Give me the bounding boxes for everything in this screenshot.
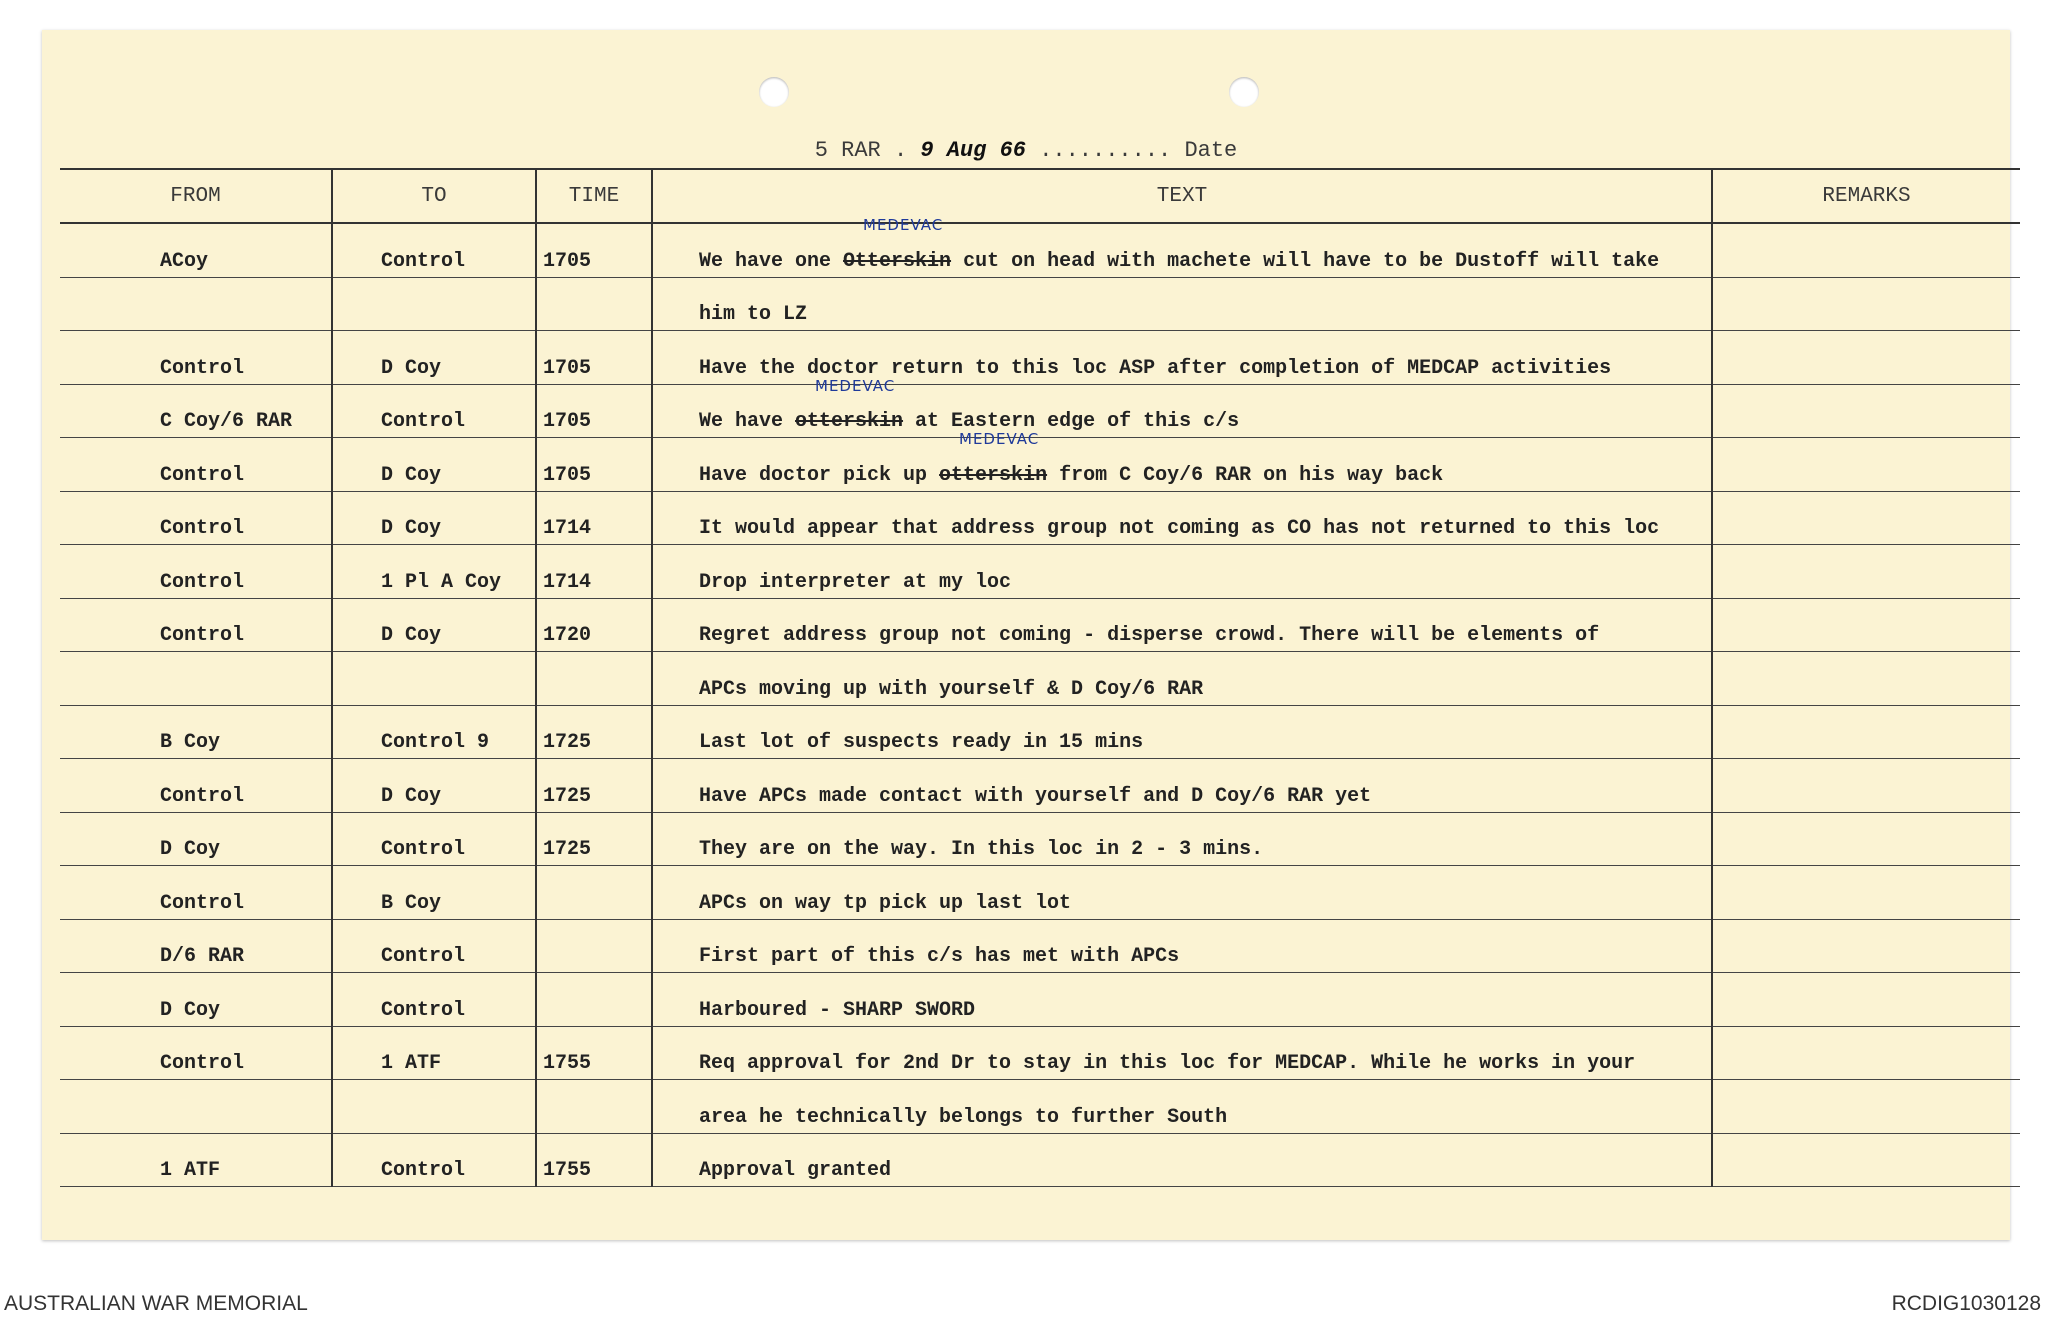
handwritten-annotation: MEDEVAC [815,376,896,395]
text-segment: APCs moving up with yourself & D Coy/6 RAR [699,677,1204,701]
table-row [60,598,2020,652]
date-label: Date [1184,138,1238,163]
cell-remarks [1712,384,2020,438]
cell-text [652,376,1712,438]
table-header-row [60,169,2020,223]
cell-time: 1720 [536,598,652,652]
cell-remarks [1712,652,2020,706]
text-segment: Drop interpreter at my loc [699,570,1012,594]
column-header-to: TO [332,169,536,223]
date-dots: .......... [1039,138,1172,163]
cell-to: D Coy [332,759,536,813]
text-segment: It would appear that address group not coming as CO has not returned to this loc [699,517,1660,540]
cell-to: Control [332,812,536,866]
footer-left: AUSTRALIAN WAR MEMORIAL [4,1292,308,1315]
cell-text [652,1026,1712,1080]
cell-text [652,430,1712,492]
table-row [60,545,2020,599]
table-row [60,973,2020,1027]
cell-to: Control [332,1133,536,1187]
cell-text [652,331,1712,385]
text-segment: Harboured - SHARP SWORD [699,998,976,1022]
document-sheet [42,30,2010,1240]
cell-remarks [1712,223,2020,277]
cell-time [536,919,652,973]
cell-to: Control [332,223,536,277]
text-segment: We have [699,410,796,433]
cell-text [652,1080,1712,1134]
struck-text: Otterskin [843,249,952,273]
cell-remarks [1712,919,2020,973]
column-header-time: TIME [536,169,652,223]
cell-to: 1 ATF [332,1026,536,1080]
text-segment: First part of this c/s has met with APCs [699,945,1180,968]
cell-time: 1755 [536,1133,652,1187]
table-row [60,384,2020,438]
cell-time: 1725 [536,812,652,866]
table-body [60,216,2020,1187]
text-segment: area he technically belongs to further South [699,1105,1228,1129]
cell-remarks [1712,545,2020,599]
table-row [60,812,2020,866]
cell-remarks [1712,1080,2020,1134]
text-segment: Have doctor pick up [699,463,940,487]
cell-time: 1705 [536,223,652,277]
cell-from [60,277,332,331]
cell-text [652,545,1712,599]
cell-time: 1725 [536,759,652,813]
cell-text [652,652,1712,706]
message-log-table [60,168,2020,1187]
cell-text [652,598,1712,652]
punch-hole-left [759,77,789,107]
cell-remarks [1712,812,2020,866]
text-segment: from C Coy/6 RAR on his way back [1047,463,1444,487]
text-segment: Approval granted [699,1159,892,1182]
cell-from: Control [60,438,332,492]
cell-from: Control [60,866,332,920]
cell-time [536,277,652,331]
cell-to: Control [332,919,536,973]
table-row [60,438,2020,492]
text-segment: Req approval for 2nd Dr to stay in this loc for MEDCAP. While he works in your [699,1052,1636,1075]
column-header-text: TEXT [652,169,1712,223]
text-segment: at Eastern edge of this c/s [903,410,1240,433]
text-segment: cut on head with machete will have to be Dustoff will take [951,249,1660,273]
cell-to: Control [332,384,536,438]
cell-time [536,866,652,920]
cell-to: D Coy [332,331,536,385]
table-row [60,705,2020,759]
cell-time: 1725 [536,705,652,759]
table-row [60,223,2020,277]
table-row [60,759,2020,813]
cell-to [332,652,536,706]
cell-remarks [1712,331,2020,385]
cell-from: 1 ATF [60,1133,332,1187]
cell-to [332,277,536,331]
cell-remarks [1712,491,2020,545]
text-segment: We have one [699,249,844,273]
cell-time: 1714 [536,545,652,599]
cell-from: B Coy [60,705,332,759]
cell-from [60,652,332,706]
cell-text [652,919,1712,973]
cell-text [652,973,1712,1027]
column-header-from: FROM [60,169,332,223]
handwritten-annotation: MEDEVAC [959,430,1040,448]
cell-remarks [1712,1026,2020,1080]
cell-from: C Coy/6 RAR [60,384,332,438]
cell-to: Control [332,973,536,1027]
table-row [60,331,2020,385]
cell-to: 1 Pl A Coy [332,545,536,599]
cell-to: D Coy [332,598,536,652]
cell-to: D Coy [332,491,536,545]
cell-remarks [1712,1133,2020,1187]
cell-remarks [1712,438,2020,492]
cell-remarks [1712,598,2020,652]
cell-from: ACoy [60,223,332,277]
cell-text [652,277,1712,331]
cell-remarks [1712,277,2020,331]
table-row [60,277,2020,331]
cell-time: 1705 [536,331,652,385]
text-segment: Last lot of suspects ready in 15 mins [699,731,1144,754]
punch-hole-right [1229,77,1259,107]
struck-text: otterskin [939,463,1048,487]
footer-right: RCDIG1030128 [1891,1292,2041,1315]
struck-text: otterskin [795,410,904,433]
cell-remarks [1712,759,2020,813]
cell-from [60,1080,332,1134]
text-segment: Have APCs made contact with yourself and D Coy/6 RAR yet [699,784,1372,808]
cell-text [652,866,1712,920]
table-row [60,1133,2020,1187]
unit-label: 5 RAR [814,138,881,163]
cell-remarks [1712,866,2020,920]
cell-from: Control [60,545,332,599]
text-segment: Have the doctor return to this loc ASP after completion of MEDCAP activities [699,356,1612,380]
cell-remarks [1712,973,2020,1027]
cell-to [332,1080,536,1134]
cell-time: 1755 [536,1026,652,1080]
cell-time: 1705 [536,438,652,492]
table-row [60,652,2020,706]
table-row [60,1080,2020,1134]
cell-to: D Coy [332,438,536,492]
cell-text [652,812,1712,866]
cell-text [652,759,1712,813]
cell-from: D Coy [60,973,332,1027]
cell-from: Control [60,331,332,385]
cell-time [536,652,652,706]
cell-text [652,705,1712,759]
cell-time: 1705 [536,384,652,438]
log-header: 5 RAR . 9 Aug 66 .......... Date [814,138,1238,163]
cell-text [652,216,1712,277]
cell-from: Control [60,598,332,652]
cell-from: Control [60,491,332,545]
text-segment: APCs on way tp pick up last lot [699,891,1072,915]
column-header-remarks: REMARKS [1712,169,2020,223]
cell-from: Control [60,759,332,813]
cell-from: Control [60,1026,332,1080]
cell-to: B Coy [332,866,536,920]
date-value: 9 Aug 66 [920,138,1026,163]
text-segment: They are on the way. In this loc in 2 - 3 mins. [699,838,1264,861]
cell-text [652,491,1712,545]
cell-time [536,973,652,1027]
cell-from: D/6 RAR [60,919,332,973]
cell-remarks [1712,705,2020,759]
text-segment: Regret address group not coming - disperse crowd. There will be elements of [699,624,1600,647]
table-row [60,866,2020,920]
text-segment: him to LZ [699,303,808,326]
cell-to: Control 9 [332,705,536,759]
handwritten-annotation: MEDEVAC [863,216,944,234]
table-row [60,919,2020,973]
table-row [60,1026,2020,1080]
cell-text [652,1133,1712,1187]
cell-from: D Coy [60,812,332,866]
cell-time: 1714 [536,491,652,545]
cell-time [536,1080,652,1134]
table-row [60,491,2020,545]
